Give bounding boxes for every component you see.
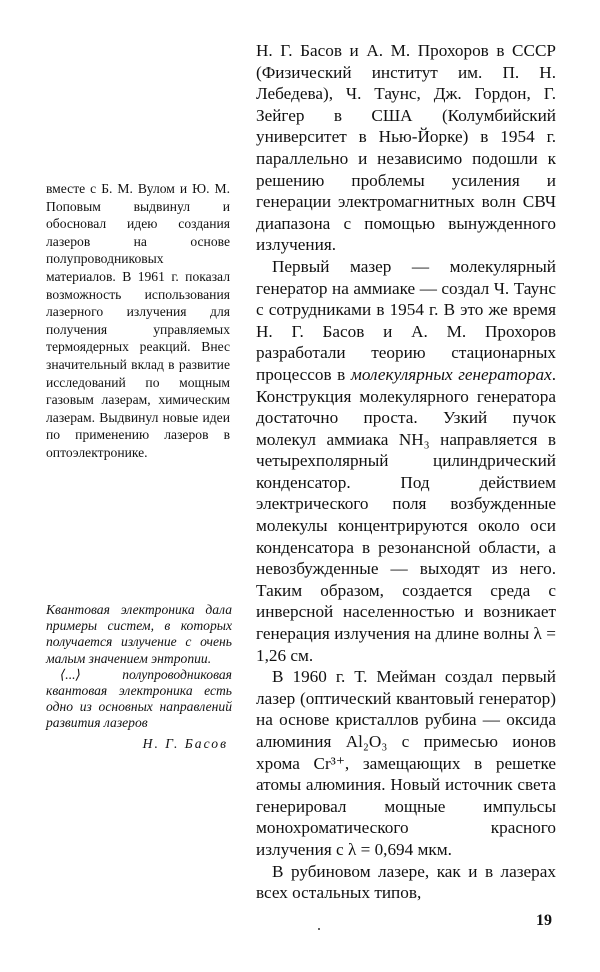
- print-dot: [318, 928, 320, 930]
- paragraph-2-emphasis: молекулярных генераторах: [350, 364, 552, 384]
- epigraph: [46, 602, 232, 752]
- paragraph-3: В 1960 г. Т. Мейман создал первый лазер (оптический квантовый генератор) на основе кристаллов рубина — оксида алюминия Al₂O₃ с примесью ионов хрома Cr³⁺, замещающих в решетке атомы алюминия. Новый источник света генерировал мощные импульсы монохроматического красного излучения с λ = 0,694 мкм.: [256, 667, 556, 859]
- epigraph-text-2: ⟨...⟩ полупроводниковая квантовая электроника есть одно из основных направлений развития лазеров: [46, 666, 232, 731]
- paragraph-2-part-b: . Конструкция молекулярного генератора достаточно проста. Узкий пучок молекул аммиака NH₃ направляется в четырехполярный цилиндрический конденсатор. Под действием электрического поля возбужденные молекулы концентрируются около оси конденсатора в резонансной области, а невозбужденные — выходят из него. Таким образом, создается среда с инверсной населенностью и возникает генерация излучения на длине волны λ = 1,26 см.: [256, 364, 556, 665]
- main-text: [256, 40, 556, 904]
- epigraph-author: Н. Г. Басов: [142, 735, 228, 751]
- paragraph-2: [256, 256, 556, 666]
- margin-note: вместе с Б. М. Вулом и Ю. М. Поповым выдвинул и обосновал идею создания лазеров на основе полупроводниковых материалов. В 1961 г. показал возможность использования лазерного излучения для получения управляемых термоядерных реакций. Внес значительный вклад в развитие исследований по мощным газовым лазерам, химическим лазерам. Выдвинул новые идеи по применению лазеров в оптоэлектронике.: [46, 181, 230, 460]
- page-number: 19: [536, 912, 552, 929]
- paragraph-4: В рубиновом лазере, как и в лазерах всех остальных типов,: [256, 861, 556, 903]
- paragraph-2-part-a: Первый мазер — молекулярный генератор на аммиаке — создал Ч. Таунс с сотрудниками в 1954 г. В это же время Н. Г. Басов и А. М. Прохоров разработали теорию стационарных процессов в: [256, 256, 556, 384]
- paragraph-1: Н. Г. Басов и А. М. Прохоров в СССР (Физический институт им. П. Н. Лебедева), Ч. Таунс, Дж. Гордон, Г. Зейгер в США (Колумбийский университет в Нью-Йорке) в 1954 г. параллельно и независимо подошли к решению проблемы усиления и генерации электромагнитных волн СВЧ диапазона с помощью вынужденного излучения.: [256, 41, 556, 255]
- epigraph-text-1: Квантовая электроника дала примеры систем, в которых получается излучение с очень малым значением энтропии.: [46, 602, 232, 666]
